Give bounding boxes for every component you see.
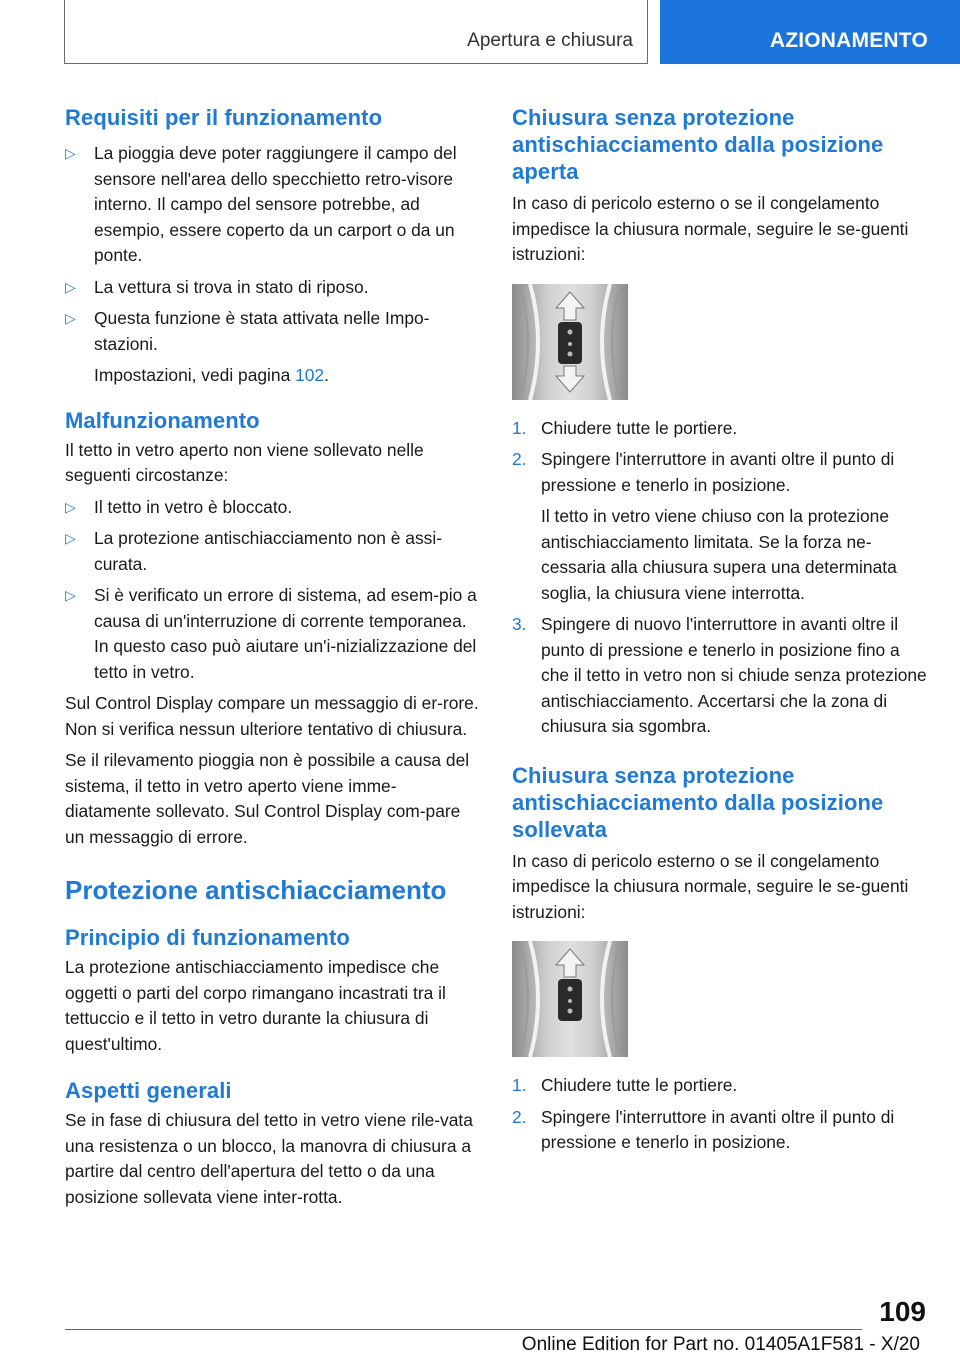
header-chapter-label: AZIONAMENTO bbox=[769, 29, 928, 52]
malfunction-paragraph: Se il rilevamento pioggia non è possibile a causa del sistema, il tetto in vetro aperto viene imme-diatamente sollevato. Sul Control Display com-pare un messaggio di errore. bbox=[65, 750, 470, 847]
requirement-text: Questa funzione è stata attivata nelle Impo-stazioni. bbox=[94, 308, 430, 354]
requirement-item bbox=[65, 275, 480, 301]
header-section-box bbox=[64, 0, 648, 64]
footer-divider bbox=[65, 1329, 862, 1330]
step-text: Chiudere tutte le portiere. bbox=[541, 417, 738, 438]
right-column bbox=[512, 100, 927, 1156]
general-text: Se in fase di chiusura del tetto in vetro viene rile-vata una resistenza o un blocco, la manovra di chiusura a partire dal centro dell'apertura del tetto o da una posizione sollevata viene inter-rotta. bbox=[65, 1110, 473, 1207]
settings-reference-period: . bbox=[324, 365, 329, 385]
step-number: 1. bbox=[512, 417, 527, 438]
roof-switch-illustration bbox=[512, 284, 628, 400]
requirement-text: La vettura si trova in stato di riposo. bbox=[94, 276, 369, 297]
open-close-heading: Chiusura senza protezione antischiacciamento dalla posizione aperta bbox=[512, 105, 884, 184]
triangle-bullet-icon: ▷ bbox=[65, 498, 76, 515]
triangle-bullet-icon: ▷ bbox=[65, 278, 76, 295]
triangle-bullet-icon: ▷ bbox=[65, 530, 76, 546]
principle-text: La protezione antischiacciamento impedisce che oggetti o parti del corpo rimangano incastrati tra il tettuccio e il tetto in vetro durante la chiusura di quest'ultimo. bbox=[65, 957, 446, 1054]
settings-reference bbox=[65, 363, 480, 389]
step-text: Chiudere tutte le portiere. bbox=[541, 1075, 738, 1095]
triangle-bullet-icon: ▷ bbox=[65, 145, 76, 161]
raised-close-intro: In caso di pericolo esterno o se il congelamento impedisce la chiusura normale, seguire le se-guenti istruzioni: bbox=[512, 850, 909, 922]
header-chapter-tab bbox=[660, 0, 960, 64]
step-number: 2. bbox=[512, 449, 527, 469]
malfunction-paragraph: Sul Control Display compare un messaggio di er-rore. Non si verifica nessun ulteriore tentativo di chiusura. bbox=[65, 693, 479, 739]
step-number: 2. bbox=[512, 1106, 527, 1127]
malfunction-text: Il tetto in vetro è bloccato. bbox=[94, 496, 293, 517]
roof-switch-image bbox=[512, 941, 628, 1057]
malfunction-heading: Malfunzionamento bbox=[65, 407, 260, 433]
step-number: 1. bbox=[512, 1075, 527, 1095]
step-text: Spingere di nuovo l'interruttore in avanti oltre il punto di pressione e tenerlo in posizione fino a che il tetto in vetro non si chiude senza protezione antischiacciamento. Accertarsi che la zona di chiusura sia sgombra. bbox=[541, 614, 927, 736]
left-column bbox=[65, 100, 480, 1210]
malfunction-text: La protezione antischiacciamento non è assi-curata. bbox=[94, 528, 443, 574]
header-section-title: Apertura e chiusura bbox=[467, 30, 633, 51]
open-step-note: Il tetto in vetro viene chiuso con la protezione antischiacciamento limitata. Se la forza ne-cessaria alla chiusura supera una determinata soglia, la chiusura viene interrotta. bbox=[541, 506, 897, 603]
raised-step bbox=[512, 1105, 927, 1156]
raised-close-heading: Chiusura senza protezione antischiacciamento dalla posizione sollevata bbox=[512, 762, 884, 842]
malfunction-text: Si è verificato un errore di sistema, ad esem-pio a causa di un'interruzione di corrente temporanea. In questo caso può aiutare un'i-nizializzazione del tetto in vetro. bbox=[94, 585, 477, 682]
raised-step bbox=[512, 1073, 927, 1099]
malfunction-item bbox=[65, 495, 480, 521]
footer-edition: Online Edition for Part no. 01405A1F581 - X/20 bbox=[521, 1334, 920, 1355]
malfunction-intro: Il tetto in vetro aperto non viene sollevato nelle seguenti circostanze: bbox=[65, 439, 424, 485]
principle-heading: Principio di funzionamento bbox=[65, 925, 350, 950]
page-number: 109 bbox=[879, 1296, 926, 1327]
requirement-item bbox=[65, 141, 480, 269]
protection-heading: Protezione antischiacciamento bbox=[65, 875, 447, 905]
requirement-item bbox=[65, 306, 480, 357]
malfunction-item bbox=[65, 583, 480, 685]
page-link[interactable]: 102 bbox=[295, 365, 325, 385]
open-step bbox=[512, 612, 927, 740]
roof-switch-image bbox=[512, 284, 628, 400]
malfunction-item bbox=[65, 526, 480, 577]
roof-switch-illustration bbox=[512, 941, 628, 1057]
open-close-intro: In caso di pericolo esterno o se il congelamento impedisce la chiusura normale, seguire le se-guenti istruzioni: bbox=[512, 193, 909, 264]
step-text: Spingere l'interruttore in avanti oltre il punto di pressione e tenerlo in posizione. bbox=[541, 449, 895, 495]
open-step bbox=[512, 416, 927, 442]
settings-reference-text: Impostazioni, vedi pagina bbox=[94, 365, 296, 385]
triangle-bullet-icon: ▷ bbox=[65, 310, 76, 326]
triangle-bullet-icon: ▷ bbox=[65, 587, 76, 603]
general-heading: Aspetti generali bbox=[65, 1078, 232, 1103]
step-text: Spingere l'interruttore in avanti oltre il punto di pressione e tenerlo in posizione. bbox=[541, 1106, 895, 1152]
open-step bbox=[512, 447, 927, 498]
step-number: 3. bbox=[512, 614, 527, 634]
requirements-heading: Requisiti per il funzionamento bbox=[65, 105, 383, 130]
requirement-text: La pioggia deve poter raggiungere il campo del sensore nell'area dello specchietto retro-visore interno. Il campo del sensore potrebbe, ad esempio, essere coperto da un carport o da un ponte. bbox=[94, 143, 457, 265]
